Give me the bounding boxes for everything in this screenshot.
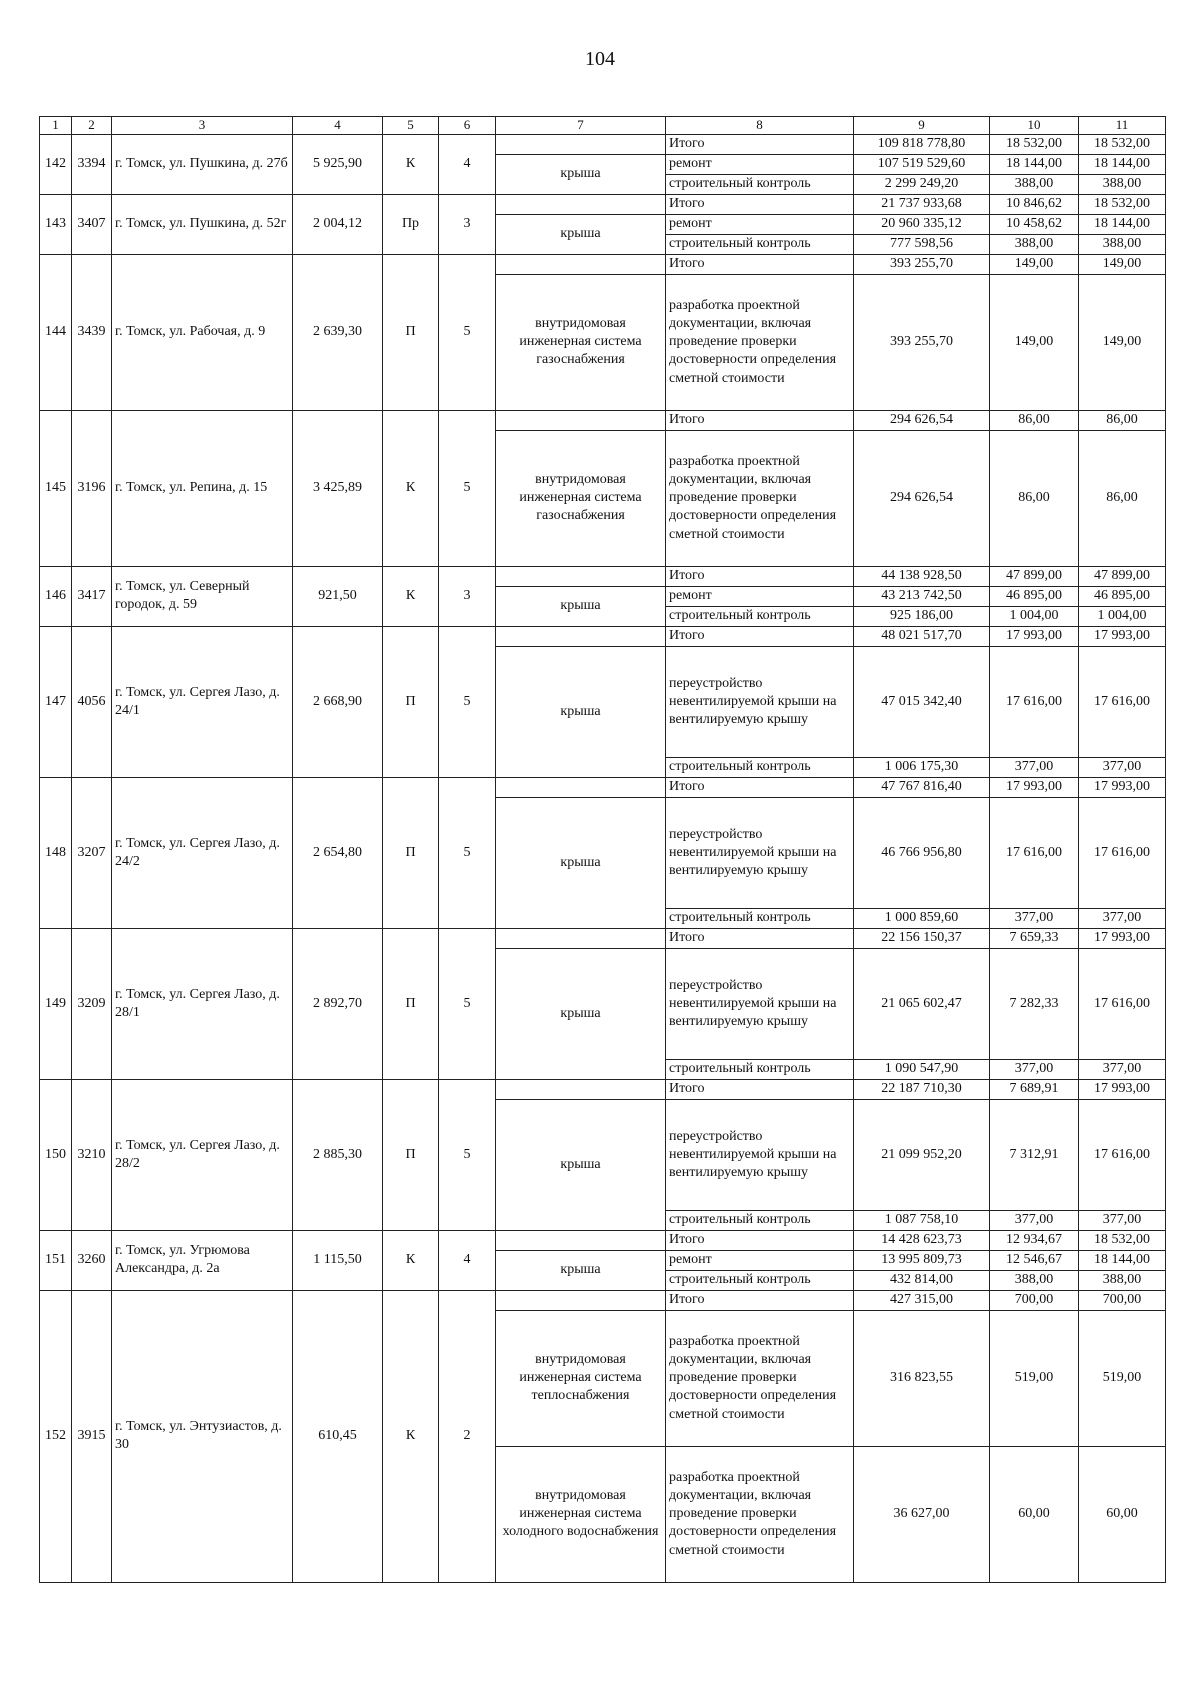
work-unit-cost: 388,00 — [990, 174, 1079, 194]
work-type: разработка проектной документации, включая проведение проверки достоверности определения сметной стоимости — [666, 430, 854, 566]
column-number-3: 3 — [112, 117, 293, 135]
work-type: ремонт — [666, 154, 854, 174]
total-unit-cost: 18 532,00 — [990, 134, 1079, 154]
area: 610,45 — [293, 1290, 383, 1582]
work-cost: 47 015 342,40 — [854, 646, 990, 757]
total-max-cost: 17 993,00 — [1079, 777, 1166, 797]
address: г. Томск, ул. Рабочая, д. 9 — [112, 254, 293, 410]
work-max-cost: 388,00 — [1079, 1270, 1166, 1290]
total-max-cost: 700,00 — [1079, 1290, 1166, 1310]
work-cost: 777 598,56 — [854, 234, 990, 254]
total-cost: 109 818 778,80 — [854, 134, 990, 154]
work-max-cost: 17 616,00 — [1079, 646, 1166, 757]
address: г. Томск, ул. Сергея Лазо, д. 24/2 — [112, 777, 293, 928]
work-unit-cost: 377,00 — [990, 1059, 1079, 1079]
wall-type: П — [383, 777, 439, 928]
column-number-4: 4 — [293, 117, 383, 135]
wall-type: К — [383, 134, 439, 194]
house-id: 3407 — [72, 194, 112, 254]
column-number-9: 9 — [854, 117, 990, 135]
work-unit-cost: 377,00 — [990, 908, 1079, 928]
work-type: строительный контроль — [666, 606, 854, 626]
house-id: 3915 — [72, 1290, 112, 1582]
work-cost: 925 186,00 — [854, 606, 990, 626]
work-type: ремонт — [666, 586, 854, 606]
work-cost: 294 626,54 — [854, 430, 990, 566]
floors: 5 — [439, 254, 496, 410]
work-max-cost: 519,00 — [1079, 1310, 1166, 1446]
capital-repair-table — [39, 116, 1166, 1583]
work-max-cost: 388,00 — [1079, 234, 1166, 254]
work-cost: 432 814,00 — [854, 1270, 990, 1290]
total-cost: 44 138 928,50 — [854, 566, 990, 586]
total-label: Итого — [666, 566, 854, 586]
work-unit-cost: 17 616,00 — [990, 797, 1079, 908]
work-max-cost: 17 616,00 — [1079, 1099, 1166, 1210]
total-unit-cost: 86,00 — [990, 410, 1079, 430]
work-unit-cost: 60,00 — [990, 1446, 1079, 1582]
address: г. Томск, ул. Репина, д. 15 — [112, 410, 293, 566]
system-name: крыша — [496, 797, 666, 928]
system-blank — [496, 410, 666, 430]
work-cost: 21 065 602,47 — [854, 948, 990, 1059]
table-row — [40, 134, 1166, 154]
total-max-cost: 18 532,00 — [1079, 134, 1166, 154]
total-max-cost: 18 532,00 — [1079, 194, 1166, 214]
total-cost: 22 187 710,30 — [854, 1079, 990, 1099]
work-max-cost: 377,00 — [1079, 1210, 1166, 1230]
column-number-8: 8 — [666, 117, 854, 135]
total-label: Итого — [666, 134, 854, 154]
total-cost: 21 737 933,68 — [854, 194, 990, 214]
work-max-cost: 18 144,00 — [1079, 1250, 1166, 1270]
table-row — [40, 1290, 1166, 1310]
row-number: 152 — [40, 1290, 72, 1582]
total-label: Итого — [666, 1230, 854, 1250]
row-number: 147 — [40, 626, 72, 777]
wall-type: К — [383, 566, 439, 626]
system-name: внутридомовая инженерная система газоснабжения — [496, 430, 666, 566]
column-number-1: 1 — [40, 117, 72, 135]
area: 2 004,12 — [293, 194, 383, 254]
floors: 5 — [439, 777, 496, 928]
work-cost: 21 099 952,20 — [854, 1099, 990, 1210]
work-max-cost: 17 616,00 — [1079, 797, 1166, 908]
system-name: крыша — [496, 646, 666, 777]
work-type: переустройство невентилируемой крыши на вентилируемую крышу — [666, 948, 854, 1059]
total-label: Итого — [666, 410, 854, 430]
work-unit-cost: 519,00 — [990, 1310, 1079, 1446]
total-max-cost: 47 899,00 — [1079, 566, 1166, 586]
total-label: Итого — [666, 1079, 854, 1099]
system-blank — [496, 194, 666, 214]
work-cost: 1 000 859,60 — [854, 908, 990, 928]
wall-type: П — [383, 928, 439, 1079]
work-unit-cost: 388,00 — [990, 1270, 1079, 1290]
work-cost: 46 766 956,80 — [854, 797, 990, 908]
work-cost: 316 823,55 — [854, 1310, 990, 1446]
work-type: ремонт — [666, 214, 854, 234]
house-id: 4056 — [72, 626, 112, 777]
total-unit-cost: 17 993,00 — [990, 777, 1079, 797]
address: г. Томск, ул. Энтузиастов, д. 30 — [112, 1290, 293, 1582]
total-unit-cost: 7 659,33 — [990, 928, 1079, 948]
work-cost: 2 299 249,20 — [854, 174, 990, 194]
system-blank — [496, 626, 666, 646]
row-number: 142 — [40, 134, 72, 194]
total-label: Итого — [666, 1290, 854, 1310]
table-row — [40, 928, 1166, 948]
total-cost: 294 626,54 — [854, 410, 990, 430]
work-cost: 20 960 335,12 — [854, 214, 990, 234]
work-max-cost: 377,00 — [1079, 757, 1166, 777]
work-max-cost: 1 004,00 — [1079, 606, 1166, 626]
work-unit-cost: 377,00 — [990, 757, 1079, 777]
system-blank — [496, 1290, 666, 1310]
total-unit-cost: 7 689,91 — [990, 1079, 1079, 1099]
total-max-cost: 86,00 — [1079, 410, 1166, 430]
column-number-10: 10 — [990, 117, 1079, 135]
system-name: внутридомовая инженерная система теплоснабжения — [496, 1310, 666, 1446]
area: 2 892,70 — [293, 928, 383, 1079]
house-id: 3439 — [72, 254, 112, 410]
address: г. Томск, ул. Северный городок, д. 59 — [112, 566, 293, 626]
table-row — [40, 626, 1166, 646]
work-unit-cost: 46 895,00 — [990, 586, 1079, 606]
work-cost: 393 255,70 — [854, 274, 990, 410]
row-number: 150 — [40, 1079, 72, 1230]
total-max-cost: 17 993,00 — [1079, 1079, 1166, 1099]
work-cost: 107 519 529,60 — [854, 154, 990, 174]
header-row — [40, 117, 1166, 135]
total-max-cost: 18 532,00 — [1079, 1230, 1166, 1250]
system-name: внутридомовая инженерная система газоснабжения — [496, 274, 666, 410]
work-cost: 43 213 742,50 — [854, 586, 990, 606]
total-cost: 427 315,00 — [854, 1290, 990, 1310]
wall-type: П — [383, 626, 439, 777]
column-number-5: 5 — [383, 117, 439, 135]
work-type: строительный контроль — [666, 908, 854, 928]
wall-type: П — [383, 254, 439, 410]
floors: 4 — [439, 134, 496, 194]
row-number: 144 — [40, 254, 72, 410]
work-type: строительный контроль — [666, 1210, 854, 1230]
work-type: строительный контроль — [666, 174, 854, 194]
house-id: 3196 — [72, 410, 112, 566]
total-max-cost: 149,00 — [1079, 254, 1166, 274]
total-cost: 22 156 150,37 — [854, 928, 990, 948]
work-cost: 1 006 175,30 — [854, 757, 990, 777]
work-max-cost: 377,00 — [1079, 1059, 1166, 1079]
work-type: разработка проектной документации, включая проведение проверки достоверности определения сметной стоимости — [666, 1310, 854, 1446]
work-max-cost: 86,00 — [1079, 430, 1166, 566]
table-row — [40, 566, 1166, 586]
floors: 3 — [439, 566, 496, 626]
house-id: 3207 — [72, 777, 112, 928]
row-number: 151 — [40, 1230, 72, 1290]
system-blank — [496, 1079, 666, 1099]
floors: 5 — [439, 928, 496, 1079]
system-blank — [496, 566, 666, 586]
house-id: 3210 — [72, 1079, 112, 1230]
table-row — [40, 410, 1166, 430]
work-max-cost: 149,00 — [1079, 274, 1166, 410]
table-row — [40, 254, 1166, 274]
work-unit-cost: 18 144,00 — [990, 154, 1079, 174]
work-unit-cost: 10 458,62 — [990, 214, 1079, 234]
total-label: Итого — [666, 928, 854, 948]
column-number-6: 6 — [439, 117, 496, 135]
wall-type: К — [383, 410, 439, 566]
area: 2 885,30 — [293, 1079, 383, 1230]
work-type: строительный контроль — [666, 757, 854, 777]
row-number: 149 — [40, 928, 72, 1079]
work-max-cost: 18 144,00 — [1079, 214, 1166, 234]
floors: 2 — [439, 1290, 496, 1582]
total-unit-cost: 12 934,67 — [990, 1230, 1079, 1250]
table-row — [40, 1230, 1166, 1250]
total-unit-cost: 149,00 — [990, 254, 1079, 274]
wall-type: П — [383, 1079, 439, 1230]
total-unit-cost: 17 993,00 — [990, 626, 1079, 646]
system-blank — [496, 1230, 666, 1250]
work-cost: 1 090 547,90 — [854, 1059, 990, 1079]
work-max-cost: 46 895,00 — [1079, 586, 1166, 606]
system-blank — [496, 777, 666, 797]
floors: 3 — [439, 194, 496, 254]
wall-type: К — [383, 1230, 439, 1290]
work-max-cost: 18 144,00 — [1079, 154, 1166, 174]
table-row — [40, 194, 1166, 214]
floors: 4 — [439, 1230, 496, 1290]
work-unit-cost: 86,00 — [990, 430, 1079, 566]
floors: 5 — [439, 410, 496, 566]
work-unit-cost: 7 312,91 — [990, 1099, 1079, 1210]
address: г. Томск, ул. Пушкина, д. 52г — [112, 194, 293, 254]
work-cost: 13 995 809,73 — [854, 1250, 990, 1270]
address: г. Томск, ул. Угрюмова Александра, д. 2а — [112, 1230, 293, 1290]
total-label: Итого — [666, 254, 854, 274]
work-unit-cost: 12 546,67 — [990, 1250, 1079, 1270]
total-label: Итого — [666, 626, 854, 646]
area: 3 425,89 — [293, 410, 383, 566]
work-type: переустройство невентилируемой крыши на вентилируемую крышу — [666, 646, 854, 757]
table-row — [40, 1079, 1166, 1099]
total-unit-cost: 10 846,62 — [990, 194, 1079, 214]
house-id: 3394 — [72, 134, 112, 194]
total-cost: 47 767 816,40 — [854, 777, 990, 797]
total-max-cost: 17 993,00 — [1079, 626, 1166, 646]
row-number: 143 — [40, 194, 72, 254]
row-number: 146 — [40, 566, 72, 626]
system-name: крыша — [496, 586, 666, 626]
work-type: строительный контроль — [666, 234, 854, 254]
house-id: 3417 — [72, 566, 112, 626]
system-name: крыша — [496, 154, 666, 194]
house-id: 3260 — [72, 1230, 112, 1290]
total-cost: 14 428 623,73 — [854, 1230, 990, 1250]
work-type: разработка проектной документации, включая проведение проверки достоверности определения сметной стоимости — [666, 1446, 854, 1582]
area: 5 925,90 — [293, 134, 383, 194]
total-unit-cost: 700,00 — [990, 1290, 1079, 1310]
total-unit-cost: 47 899,00 — [990, 566, 1079, 586]
work-unit-cost: 149,00 — [990, 274, 1079, 410]
system-name: крыша — [496, 1099, 666, 1230]
area: 2 668,90 — [293, 626, 383, 777]
work-unit-cost: 17 616,00 — [990, 646, 1079, 757]
work-cost: 1 087 758,10 — [854, 1210, 990, 1230]
work-unit-cost: 377,00 — [990, 1210, 1079, 1230]
area: 921,50 — [293, 566, 383, 626]
work-max-cost: 388,00 — [1079, 174, 1166, 194]
address: г. Томск, ул. Пушкина, д. 27б — [112, 134, 293, 194]
work-type: переустройство невентилируемой крыши на вентилируемую крышу — [666, 1099, 854, 1210]
address: г. Томск, ул. Сергея Лазо, д. 28/2 — [112, 1079, 293, 1230]
work-type: переустройство невентилируемой крыши на вентилируемую крышу — [666, 797, 854, 908]
system-name: крыша — [496, 948, 666, 1079]
row-number: 148 — [40, 777, 72, 928]
work-max-cost: 377,00 — [1079, 908, 1166, 928]
total-label: Итого — [666, 777, 854, 797]
work-max-cost: 60,00 — [1079, 1446, 1166, 1582]
column-number-7: 7 — [496, 117, 666, 135]
work-cost: 36 627,00 — [854, 1446, 990, 1582]
area: 1 115,50 — [293, 1230, 383, 1290]
system-name: крыша — [496, 214, 666, 254]
work-unit-cost: 1 004,00 — [990, 606, 1079, 626]
system-blank — [496, 254, 666, 274]
area: 2 639,30 — [293, 254, 383, 410]
system-name: крыша — [496, 1250, 666, 1290]
table-row — [40, 777, 1166, 797]
wall-type: Пр — [383, 194, 439, 254]
work-type: ремонт — [666, 1250, 854, 1270]
system-blank — [496, 134, 666, 154]
page-number: 104 — [585, 48, 615, 70]
work-unit-cost: 388,00 — [990, 234, 1079, 254]
floors: 5 — [439, 626, 496, 777]
column-number-2: 2 — [72, 117, 112, 135]
work-type: строительный контроль — [666, 1270, 854, 1290]
total-max-cost: 17 993,00 — [1079, 928, 1166, 948]
total-label: Итого — [666, 194, 854, 214]
total-cost: 393 255,70 — [854, 254, 990, 274]
work-max-cost: 17 616,00 — [1079, 948, 1166, 1059]
work-unit-cost: 7 282,33 — [990, 948, 1079, 1059]
work-type: строительный контроль — [666, 1059, 854, 1079]
address: г. Томск, ул. Сергея Лазо, д. 28/1 — [112, 928, 293, 1079]
address: г. Томск, ул. Сергея Лазо, д. 24/1 — [112, 626, 293, 777]
work-type: разработка проектной документации, включая проведение проверки достоверности определения сметной стоимости — [666, 274, 854, 410]
wall-type: К — [383, 1290, 439, 1582]
system-blank — [496, 928, 666, 948]
floors: 5 — [439, 1079, 496, 1230]
area: 2 654,80 — [293, 777, 383, 928]
column-number-11: 11 — [1079, 117, 1166, 135]
system-name: внутридомовая инженерная система холодного водоснабжения — [496, 1446, 666, 1582]
total-cost: 48 021 517,70 — [854, 626, 990, 646]
house-id: 3209 — [72, 928, 112, 1079]
row-number: 145 — [40, 410, 72, 566]
